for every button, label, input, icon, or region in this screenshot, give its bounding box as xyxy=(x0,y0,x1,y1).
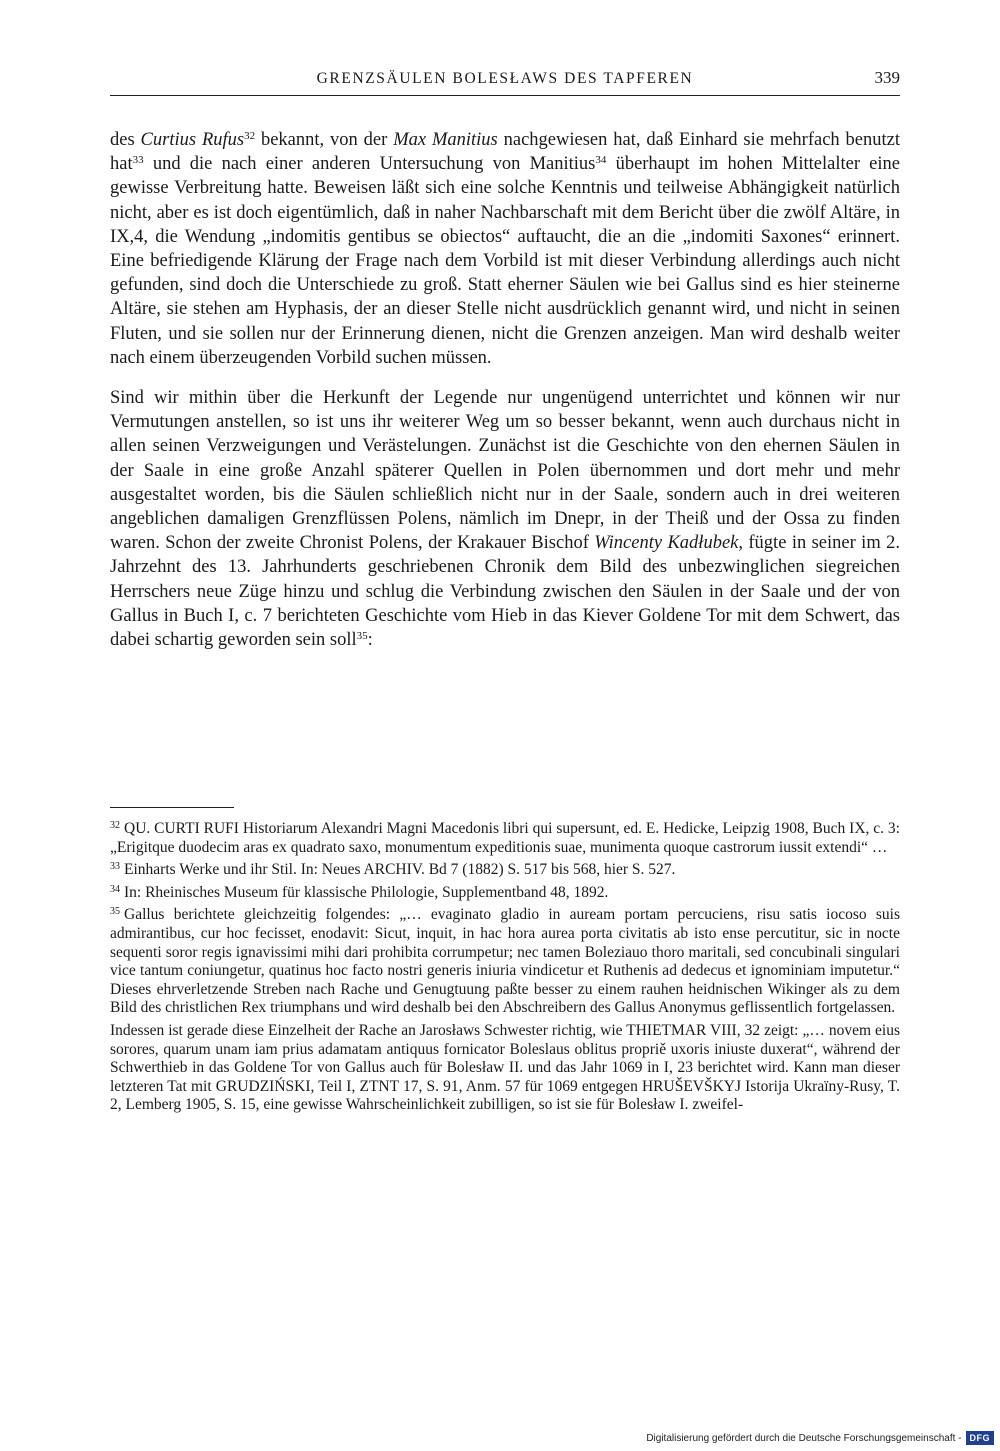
footnotes xyxy=(110,820,900,1119)
header-rule xyxy=(110,95,900,96)
footnote-34 xyxy=(110,884,900,903)
text-run: überhaupt im hohen Mittelalter eine gewisse Verbreitung hatte. Beweisen läßt sich eine solche Kenntnis und teilweise Abhängigkeit natürlich nicht, aber es ist doch eigentümlich, daß in naher Nachbarschaft mit dem Bericht über die zwölf Altäre, in IX,4, die Wendung „indomitis gentibus se obiectos“ auftaucht, die an die „indomiti Saxones“ erinnert. Eine befriedigende Klärung der Frage nach dem Vorbild ist mit dieser Verbindung allerdings auch nicht gefunden, sind doch die Unterschiede zu groß. Statt eherner Säulen wie bei Gallus sind es hier steinerne Altäre, sie stehen am Hyphasis, der an dieser Stelle nicht ausdrücklich genannt wird, und nicht in seinen Fluten, und sie sollen nur der Erinnerung dienen, nicht die Grenzen anzeigen. Man wird deshalb weiter nach einem überzeugenden Vorbild suchen müssen. xyxy=(110,154,900,368)
footnote-number: 35 xyxy=(110,906,120,918)
footnote-ref[interactable]: 32 xyxy=(244,130,256,142)
digitization-credit xyxy=(646,1429,994,1447)
footnote-32 xyxy=(110,820,900,857)
footnote-35-continuation xyxy=(110,1022,900,1115)
running-title: GRENZSÄULEN BOLESŁAWS DES TAPFEREN xyxy=(316,70,694,87)
text-run: bekannt, von der xyxy=(255,130,394,150)
dfg-logo-icon: DFG xyxy=(966,1431,995,1445)
text-run: Sind wir mithin über die Herkunft der Legende nur ungenügend unterrichtet und können wir nur Vermutungen anstellen, so ist uns ihr weiterer Weg um so besser bekannt, wenn auch durchaus nicht in allen seinen Verzweigungen und Verästelungen. Zunächst ist die Geschichte von den ehernen Säulen in der Saale in eine große Anzahl späterer Quellen in Polen übernommen und dort mehr und mehr ausgestaltet worden, bis die Säulen schließlich nicht nur in der Saale, sondern auch in drei weiteren angeblichen damaligen Grenzflüssen Polens, nämlich im Dnepr, in der Theiß und der Ossa zu finden waren. Schon der zweite Chronist Polens, der Krakauer Bischof xyxy=(110,388,900,554)
paragraph-2 xyxy=(110,386,900,652)
author-name: Curtius Rufus xyxy=(140,130,245,150)
footnote-text: In: Rheinisches Museum für klassische Philologie, Supplementband 48, 1892. xyxy=(124,883,609,901)
footnote-number: 33 xyxy=(110,861,120,873)
footnote-35 xyxy=(110,906,900,1018)
footnote-ref[interactable]: 34 xyxy=(595,154,607,167)
footnote-text: Einharts Werke und ihr Stil. In: Neues ARCHIV. Bd 7 (1882) S. 517 bis 568, hier S. 527. xyxy=(124,861,676,879)
text-run: : xyxy=(367,630,373,651)
page-number: 339 xyxy=(874,68,900,87)
paragraph-1 xyxy=(110,128,900,370)
footnote-text: Gallus berichtete gleichzeitig folgendes: „… evaginato gladio in auream portam percuciens, risu satis iocoso suis admirantibus, cur hoc fecisset, enodavit: Sicut, inquit, in hac hora aurea porta civitatis ab isto ense percutitur, sic in nocte sequenti soror regis ignavissimi mihi dari prohibita corrumpetur; nec tamen Boleziauo thoro maritali, sed concubinali singulari vice tantum coniungetur, quatinus hoc facto nostri generis iniuria vindicetur et Ruthenis ad dedecus et ignominiam imputetur.“ Dieses ehrverletzende Streben nach Rache und Genugtuung paßte besser zu einem rauhen heidnischen Wikinger als zu dem Bild des christlichen Rex triumphans und wird deshalb bei den Abschreibern des Gallus Anonymus geflissentlich fortgelassen. xyxy=(110,906,900,1017)
credit-text: Digitalisierung gefördert durch die Deutsche Forschungsgemeinschaft - xyxy=(646,1432,962,1444)
author-name: Max Manitius xyxy=(393,130,498,150)
text-run: des xyxy=(110,130,141,150)
main-text xyxy=(110,128,900,652)
footnote-number: 34 xyxy=(110,883,120,895)
footnote-ref[interactable]: 33 xyxy=(132,154,144,167)
footnote-33 xyxy=(110,861,900,880)
text-run: nachgewiesen hat, daß Einhard sie mehrfach benutzt hat xyxy=(110,130,901,175)
footnote-text: Indessen ist gerade diese Einzelheit der Rache an Jarosławs Schwester richtig, wie THIETMAR VIII, 32 zeigt: „… novem eius sorores, quarum unam iam prius adamatam antiquus fornicator Boleslaus oblitus propriě uxoris iniuste duxerat“, während der Schwerthieb in das Goldene Tor von Gallus auch für Bolesław II. und das Jahr 1069 in I, 23 berichtet wird. Kann man dieser letzteren Tat mit GRUDZIŃSKI, Teil I, ZTNT 17, S. 91, Anm. 57 für 1069 entgegen HRUŠEVŠKYJ Istorija Ukraïny-Rusy, T. 2, Lemberg 1905, S. 15, eine gewisse Wahrscheinlichkeit zubilligen, so ist sie für Bolesław I. zweifel- xyxy=(110,1021,900,1114)
footnote-ref[interactable]: 35 xyxy=(356,630,368,643)
text-run: und die nach einer anderen Untersuchung von Manitius xyxy=(143,154,596,175)
footnote-divider xyxy=(110,807,234,808)
page-header xyxy=(110,64,900,96)
text-run: , fügte in seiner im 2. Jahrzehnt des 13. Jahrhunderts geschriebenen Chronik dem Bild des unbezwinglichen siegreichen Herrschers neue Züge hinzu und schlug die Verbindung zwischen den Säulen in der Saale und der von Gallus in Buch I, c. 7 berichteten Geschichte vom Hieb in das Kiever Goldene Tor mit dem Schwert, das dabei schartig geworden sein soll xyxy=(110,533,900,651)
footnote-text: QU. CURTI RUFI Historiarum Alexandri Magni Macedonis libri qui supersunt, ed. E. Hedicke, Leipzig 1908, Buch IX, c. 3: „Erigitque duodecim aras ex quadrato saxo, monumentum expeditionis suae, munimenta quoque castrorum iussit extendi“ … xyxy=(110,820,900,856)
footnote-number: 32 xyxy=(110,820,120,831)
author-name: Wincenty Kadłubek xyxy=(594,533,739,554)
